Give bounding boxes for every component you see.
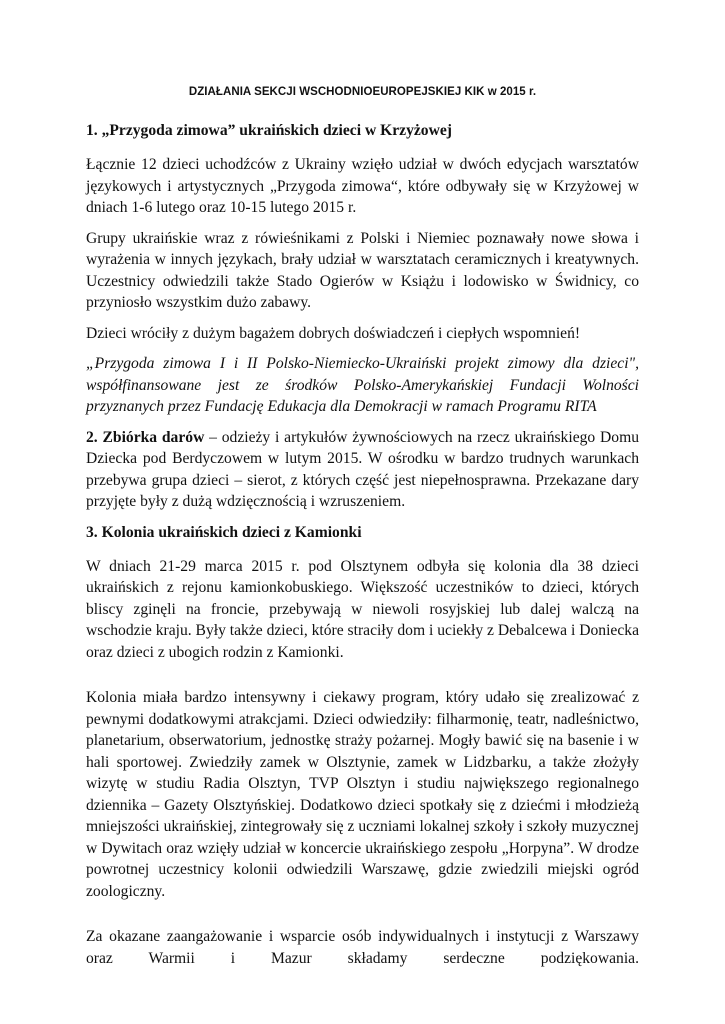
section-1-funding-note: „Przygoda zimowa I i II Polsko-Niemiecko-Ukraiński projekt zimowy dla dzieci", współfinansowane jest ze środków Polsko-Amerykańskiej Fundacji Wolności przyznanych przez Fundację Edukacja dla Demokracji w ramach Programu RITA bbox=[86, 355, 639, 415]
section-3-paragraph-3: Za okazane zaangażowanie i wsparcie osób indywidualnych i instytucji z Warszawy oraz Warmii i Mazur składamy serdeczne podziękowania. bbox=[86, 928, 639, 967]
section-1-paragraph-3: Dzieci wróciły z dużym bagażem dobrych doświadczeń i ciepłych wspomnień! bbox=[86, 324, 581, 342]
section-3-paragraph-1: W dniach 21-29 marca 2015 r. pod Olsztynem odbyła się kolonia dla 38 dzieci ukraińskich z rejonu kamionkobuskiego. Większość uczestników to dzieci, których bliscy zginęli na froncie, przebywają w niewoli rosyjskiej lub dalej walczą na wschodzie kraju. Były także dzieci, które straciły dom i uciekły z Debalcewa i Doniecka oraz dzieci z ubogich rodzin z Kamionki. bbox=[86, 557, 639, 661]
section-3-heading: 3. Kolonia ukraińskich dzieci z Kamionki bbox=[86, 523, 362, 541]
section-2-text: – odzieży i artykułów żywnościowych na rzecz ukraińskiego Domu Dziecka pod Berdyczowem w lutym 2015. W ośrodku w bardzo trudnych warunkach przebywa grupa dzieci – sierot, z których część jest niepełnosprawna. Przekazane dary przyjęte były z dużą wdzięcznością i wzruszeniem. bbox=[86, 428, 639, 510]
section-1-heading: 1. „Przygoda zimowa” ukraińskich dzieci w Krzyżowej bbox=[86, 122, 452, 139]
section-2-heading: 2. Zbiórka darów bbox=[86, 428, 205, 446]
section-1-paragraph-2: Grupy ukraińskie wraz z rówieśnikami z Polski i Niemiec poznawały nowe słowa i wyrażenia w innych językach, brały udział w warsztatach ceramicznych i kreatywnych. Uczestnicy odwiedzili także Stado Ogierów w Książu i lodowisko w Świdnicy, co przyniosło wszystkim dużo zabawy. bbox=[86, 229, 639, 311]
section-3-paragraph-2: Kolonia miała bardzo intensywny i ciekawy program, który udało się zrealizować z pewnymi dodatkowymi atrakcjami. Dzieci odwiedziły: filharmonię, teatr, nadleśnictwo, planetarium, obserwatorium, jednostkę straży pożarnej. Mogły bawić się na basenie i w hali sportowej. Zwiedziły zamek w Olsztynie, zamek w Lidzbarku, a także złożyły wizytę w studiu Radia Olsztyn, TVP Olsztyn i studiu największego regionalnego dziennika – Gazety Olsztyńskiej. Dodatkowo dzieci spotkały się z dziećmi i młodzieżą mniejszości ukraińskiej, zintegrowały się z uczniami lokalnej szkoły i szkoły muzycznej w Dywitach oraz wzięły udział w koncercie ukraińskiego zespołu „Horpyna”. W drodze powrotnej uczestnicy kolonii odwiedzili Warszawę, gdzie zwiedzili miejski ogród zoologiczny. bbox=[86, 689, 639, 900]
document-title: DZIAŁANIA SEKCJI WSCHODNIOEUROPEJSKIEJ KIK w 2015 r. bbox=[188, 86, 537, 98]
section-1-paragraph-1: Łącznie 12 dzieci uchodźców z Ukrainy wzięło udział w dwóch edycjach warsztatów językowych i artystycznych „Przygoda zimowa“, które odbywały się w Krzyżowej w dniach 1-6 lutego oraz 10-15 lutego 2015 r. bbox=[86, 156, 639, 216]
section-2-paragraph bbox=[86, 427, 639, 513]
